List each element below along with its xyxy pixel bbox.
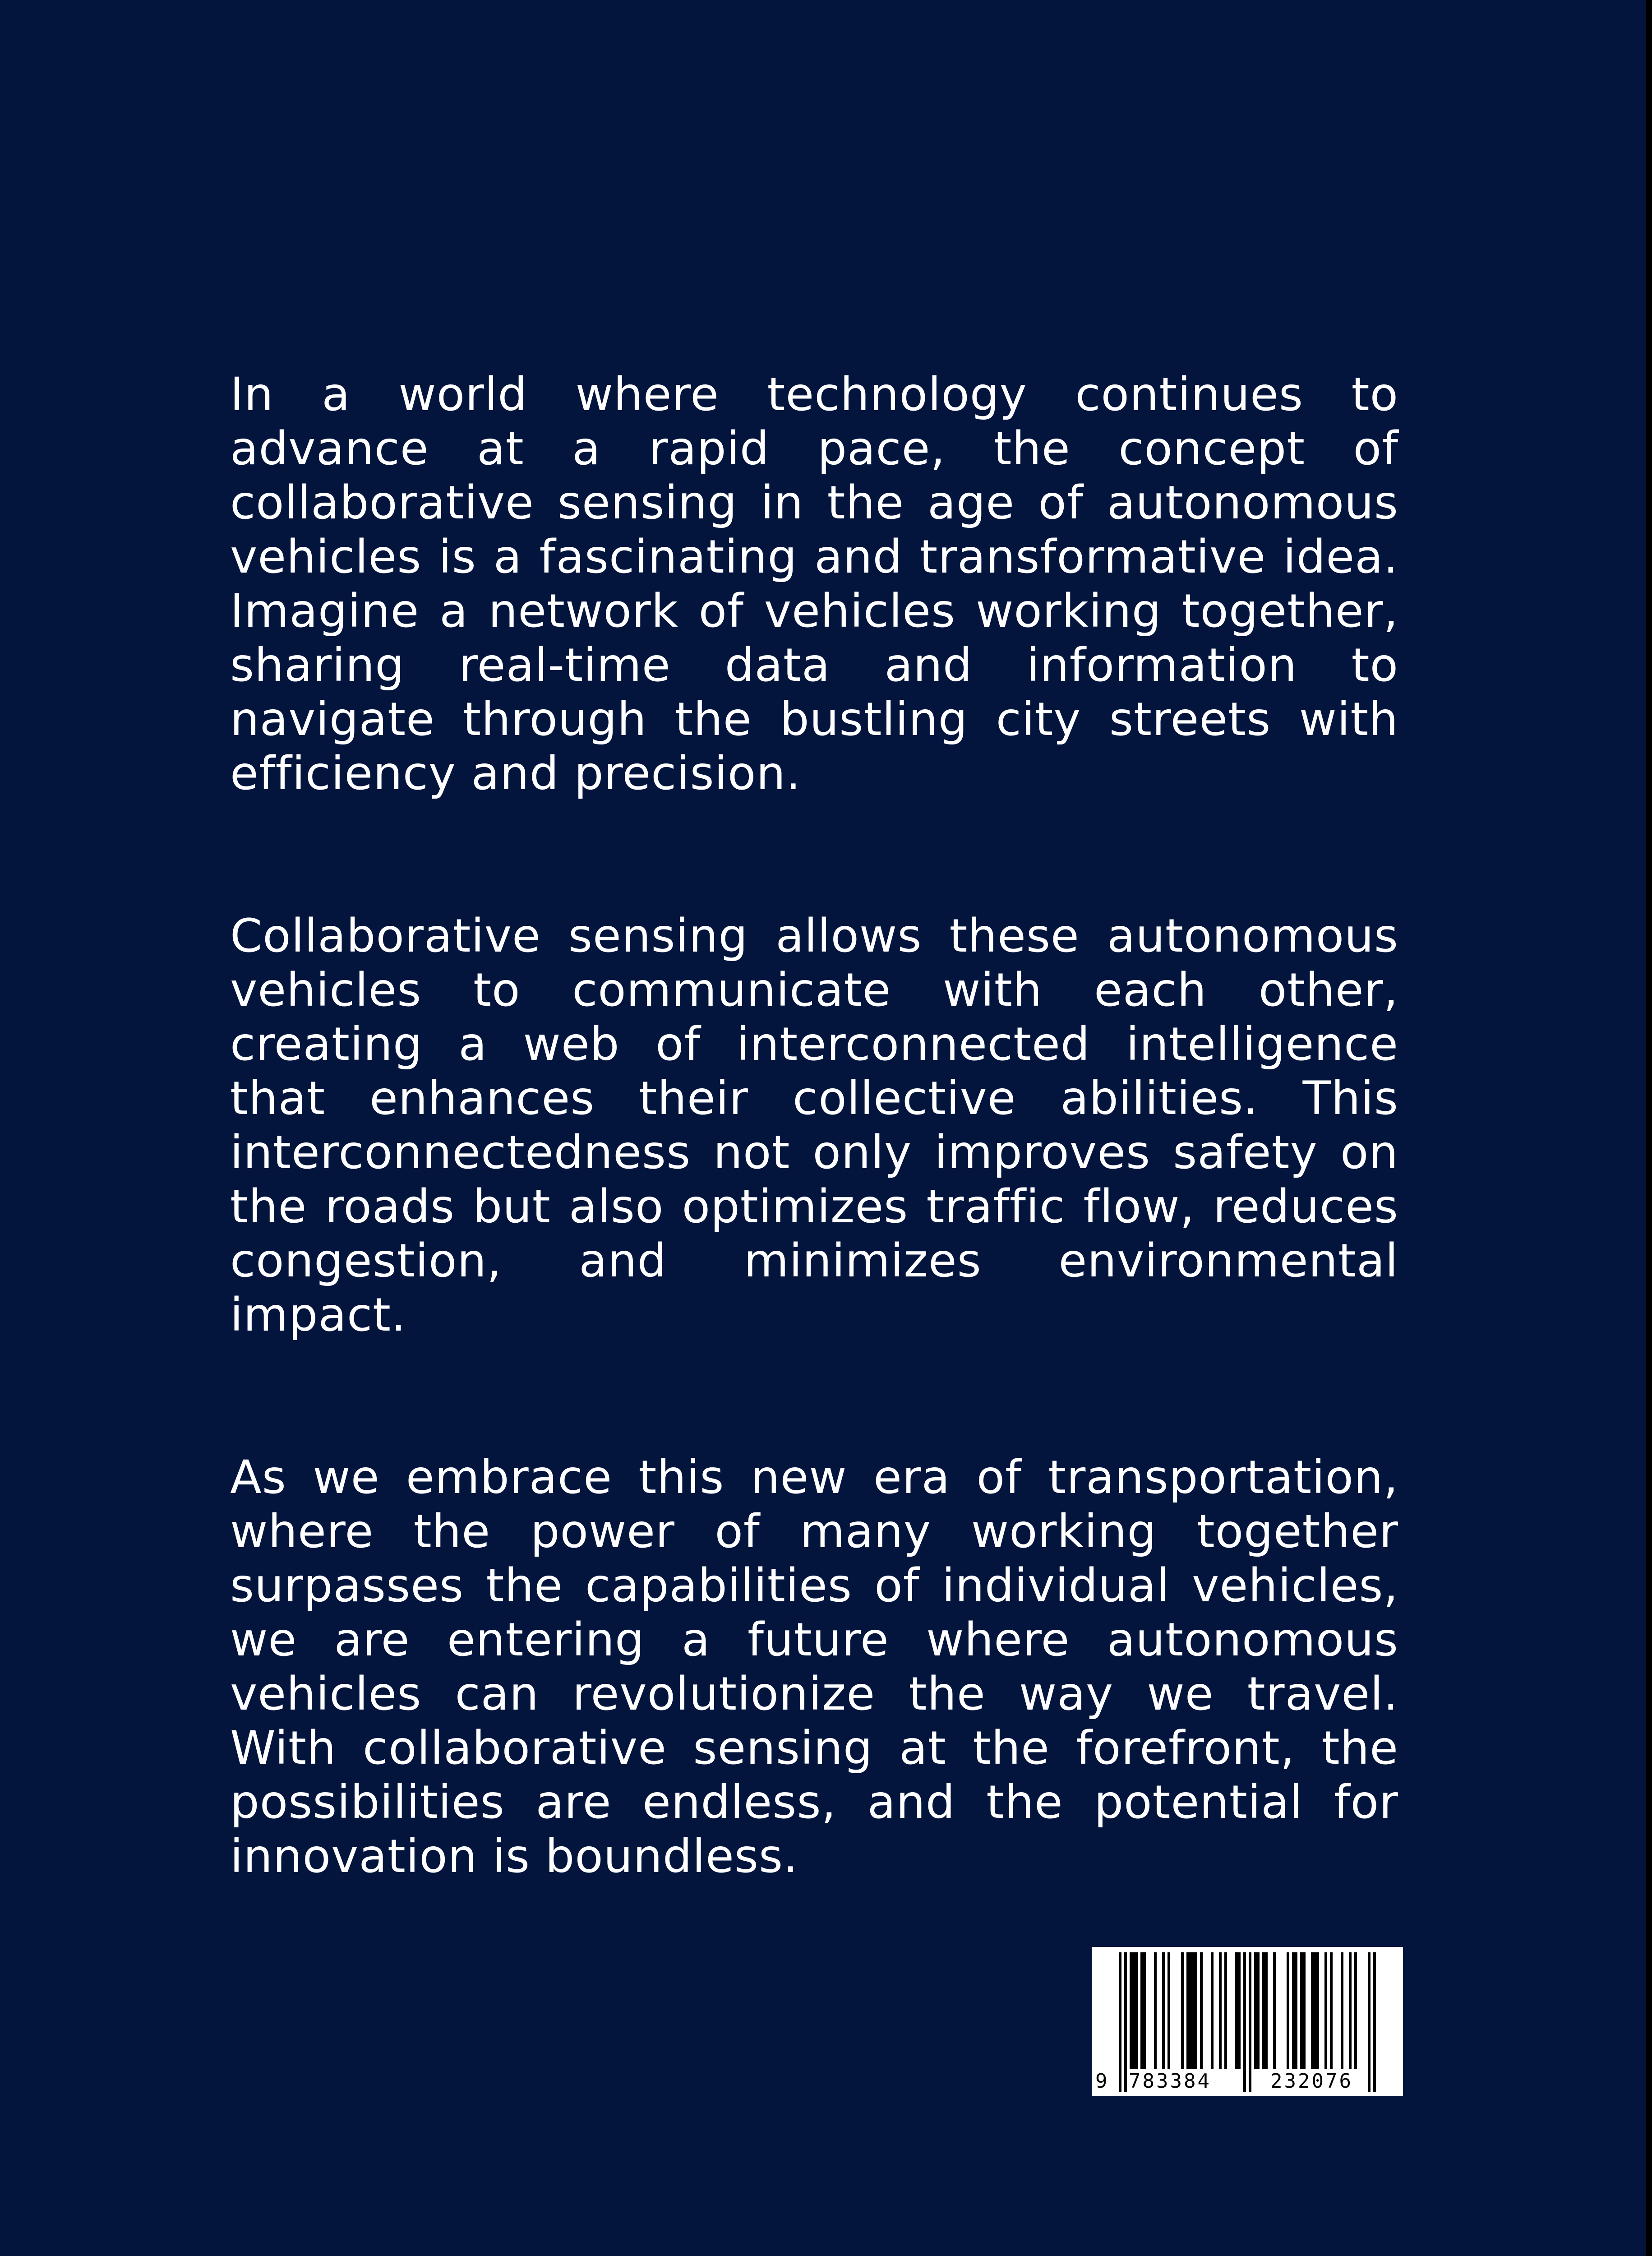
barcode-bar — [1257, 1952, 1260, 2069]
blurb-paragraph-1: In a world where technology continues to advance at a rapid pace, the concept of collaborative sensing in the age of autonomous vehicles is a fascinating and transformative idea. Imagine a network of vehicles working together, sharing real-time data and information to navigate through the bustling city streets with efficiency and precision. — [230, 368, 1398, 800]
barcode-bar — [1211, 1952, 1214, 2069]
barcode-bar — [1324, 1952, 1327, 2069]
barcode-bar — [1181, 1952, 1184, 2069]
barcode-bar — [1162, 1952, 1165, 2069]
blurb-paragraph-2: Collaborative sensing allows these autonomous vehicles to communicate with each other, creating a web of interconnected intelligence that enhances their collective abilities. This interconnectedness not only improves safety on the roads but also optimizes traffic flow, reduces congestion, and minimizes environmental impact. — [230, 909, 1398, 1342]
barcode-bar — [1200, 1952, 1203, 2069]
barcode-bar — [1314, 1952, 1316, 2069]
barcode-bar — [1330, 1952, 1333, 2069]
barcode-bar — [1132, 1952, 1135, 2069]
cover-blurb — [230, 368, 1398, 1992]
barcode-bar — [1130, 1952, 1132, 2069]
barcode-digits — [1092, 2069, 1403, 2094]
barcode-first-digit: 9 — [1094, 2069, 1109, 2094]
barcode-left-group: 783384 — [1127, 2069, 1213, 2094]
barcode-right-group: 232076 — [1269, 2069, 1355, 2094]
barcode-bar — [1303, 1952, 1306, 2069]
barcode-bar — [1300, 1952, 1303, 2069]
barcode-bar — [1135, 1952, 1138, 2069]
barcode-bar — [1349, 1952, 1352, 2069]
barcode-bar — [1219, 1952, 1222, 2069]
barcode-bar — [1292, 1952, 1295, 2069]
blurb-paragraph-3: As we embrace this new era of transportation, where the power of many working together surpasses the capabilities of individual vehicles, we are entering a future where autonomous vehicles can revolutionize the way we travel. With collaborative sensing at the forefront, the possibilities are endless, and the potential for innovation is boundless. — [230, 1451, 1398, 1883]
barcode-bar — [1224, 1952, 1227, 2069]
barcode-bar — [1273, 1952, 1276, 2069]
barcode-bar — [1354, 1952, 1357, 2069]
barcode-bar — [1140, 1952, 1143, 2069]
barcode-bar — [1195, 1952, 1197, 2069]
barcode-bar — [1154, 1952, 1157, 2069]
barcode-bar — [1238, 1952, 1241, 2069]
barcode-bar — [1341, 1952, 1343, 2069]
barcode-bar — [1167, 1952, 1170, 2069]
barcode-bar — [1189, 1952, 1192, 2069]
barcode-bar — [1262, 1952, 1265, 2069]
barcode-bar — [1254, 1952, 1257, 2069]
barcode-bar — [1265, 1952, 1268, 2069]
barcode-bar — [1316, 1952, 1319, 2069]
barcode-bar — [1192, 1952, 1195, 2069]
isbn-barcode — [1092, 1947, 1403, 2096]
barcode-bar — [1295, 1952, 1297, 2069]
barcode-bar — [1287, 1952, 1289, 2069]
barcode-bar — [1186, 1952, 1189, 2069]
barcode-bar — [1311, 1952, 1314, 2069]
barcode-bar — [1235, 1952, 1238, 2069]
barcode-bar — [1143, 1952, 1146, 2069]
